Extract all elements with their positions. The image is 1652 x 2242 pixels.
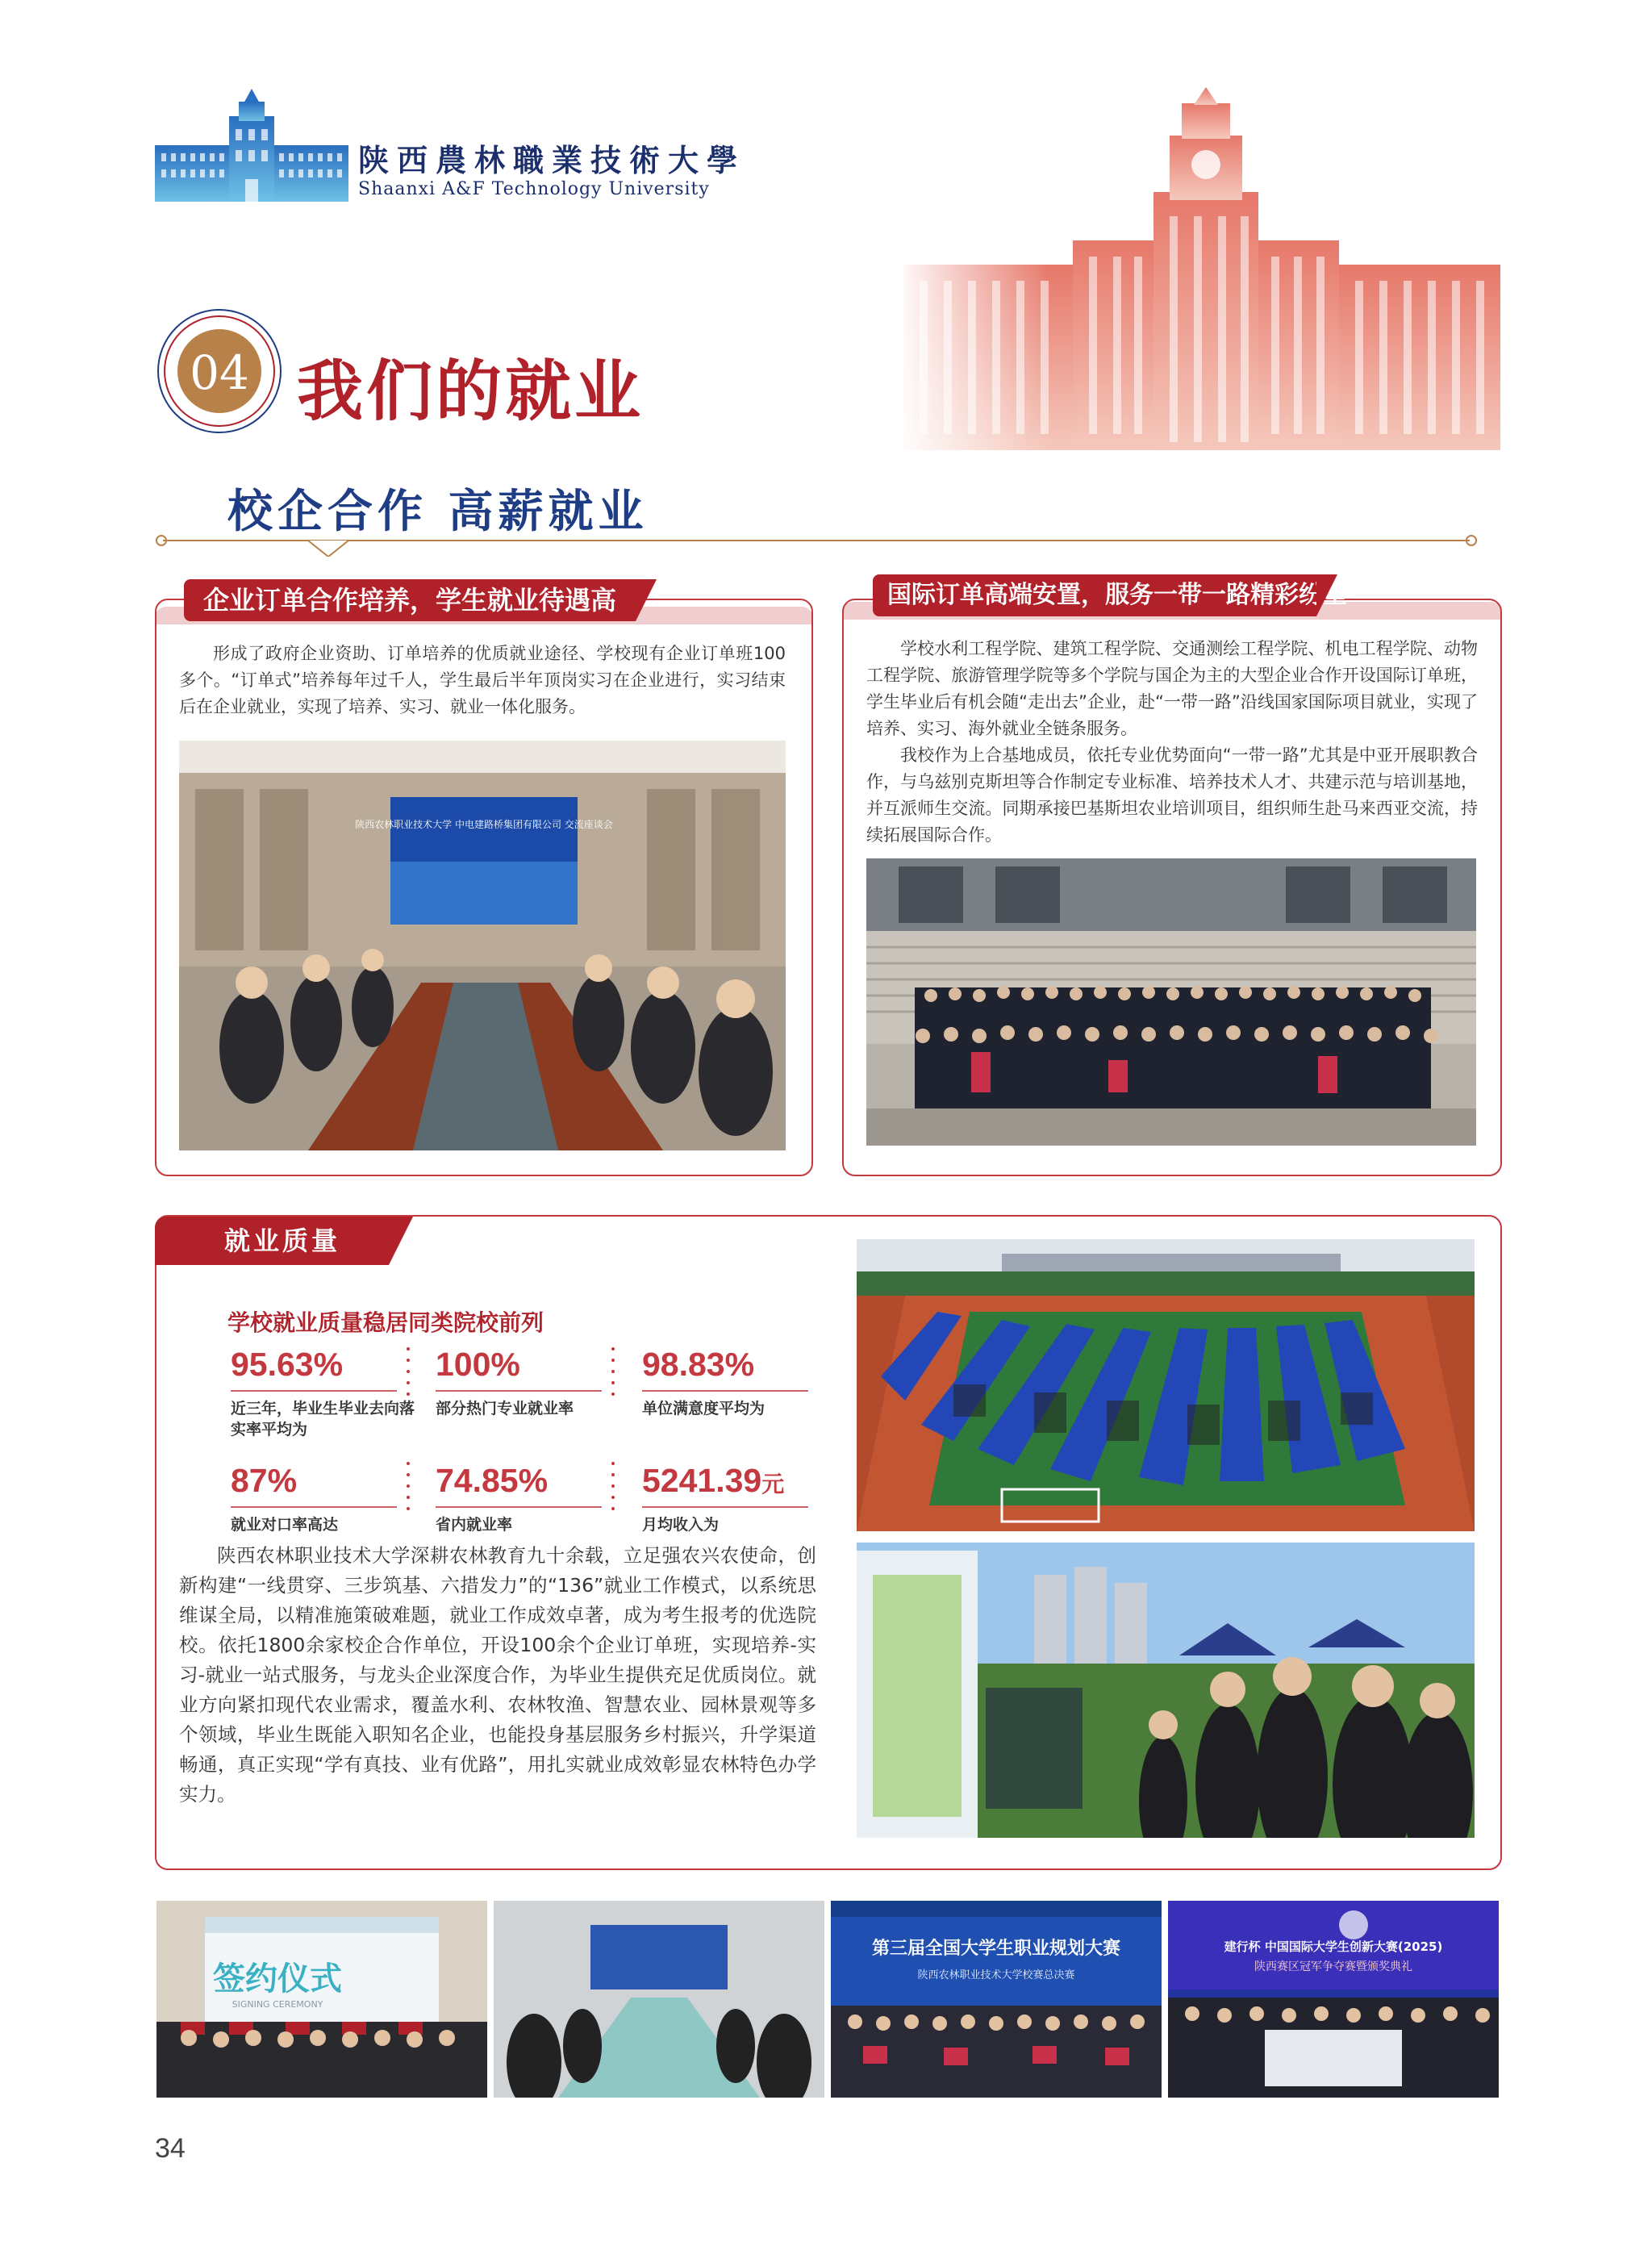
stat-underline xyxy=(642,1390,808,1392)
subtitle-divider xyxy=(155,524,1478,557)
section-number-badge xyxy=(155,307,284,436)
stat-dot-divider xyxy=(407,1462,410,1518)
conference-room-photo xyxy=(179,741,786,1150)
signing-caption: 签约仪式 xyxy=(213,1960,342,1998)
stat-dot-divider xyxy=(611,1347,615,1404)
contest-caption-sub: 陕西农林职业技术大学校赛总决赛 xyxy=(917,1969,1075,1981)
stat-label: 近三年，毕业生毕业去向落实率平均为 xyxy=(231,1400,415,1438)
section-title: 我们的就业 xyxy=(297,353,645,430)
group-photo-steps xyxy=(866,858,1476,1146)
stat-underline xyxy=(642,1506,808,1508)
section-number: 04 xyxy=(190,345,249,400)
order-training-title: 企业订单合作培养，学生就业待遇高 xyxy=(184,579,636,621)
innovation-caption-sub: 陕西赛区冠军争夺赛暨颁奖典礼 xyxy=(1254,1960,1412,1973)
stat-label: 月均收入为 xyxy=(642,1516,720,1534)
stat-monthly-income xyxy=(642,1462,828,1535)
employment-quality-title: 就业质量 xyxy=(155,1217,389,1265)
students-at-job-fair-photo xyxy=(857,1543,1475,1838)
stat-value: 87% xyxy=(231,1462,298,1499)
stat-label: 省内就业率 xyxy=(436,1516,513,1534)
stat-in-province-rate xyxy=(436,1462,621,1535)
stat-employer-satisfaction xyxy=(642,1346,828,1419)
university-name-en: Shaanxi A&F Technology University xyxy=(358,179,710,199)
contest-caption: 第三届全国大学生职业规划大赛 xyxy=(871,1939,1121,1959)
employment-quality-text: 陕西农林职业技术大学深耕农林教育九十余载，立足强农兴农使命，创新构建“一线贯穿、三步筑基、六措发力”的“136”就业工作模式，以系统思维谋全局，以精准施策破难题，就业工作成效卓著，成为考生报考的优选院校。依托1800余家校企合作单位，开设100余个企业订单班，实现培养-实习-就业一站式服务，与龙头企业深度合作，为毕业生提供充足优质岗位。就业方向紧扣现代农业需求，覆盖水利、农林牧渔、智慧农业、园林景观等多个领域，毕业生既能入职知名企业，也能投身基层服务乡村振兴，升学渠道畅通，真正实现“学有真技、业有优路”，用扎实就业成效彰显农林特色办学实力。 xyxy=(179,1544,816,1806)
university-name-cn: 陕西農林職業技術大學 xyxy=(358,142,746,178)
stat-label: 单位满意度平均为 xyxy=(642,1400,766,1417)
stat-label: 就业对口率高达 xyxy=(231,1516,339,1534)
stat-value: 95.63% xyxy=(231,1346,344,1383)
stat-dot-divider xyxy=(611,1462,615,1518)
stat-value: 98.83% xyxy=(642,1346,755,1383)
international-order-text-2: 我校作为上合基地成员，依托专业优势面向“一带一路”尤其是中亚开展职教合作，与乌兹别克斯坦等合作制定专业标准、培养技术人才、共建示范与培训基地，并互派师生交流。同期承接巴基斯坦农业培训项目，组织师生赴马来西亚交流，持续拓展国际合作。 xyxy=(866,745,1478,845)
job-fair-aerial-photo xyxy=(857,1239,1475,1531)
screen-text: 陕西农林职业技术大学 中电建路桥集团有限公司 交流座谈会 xyxy=(355,819,613,830)
innovation-contest-award-photo xyxy=(1168,1901,1499,2098)
stat-value: 74.85% xyxy=(436,1462,549,1499)
international-order-title: 国际订单高端安置，服务一带一路精彩纷呈 xyxy=(873,574,1316,616)
stat-graduation-rate xyxy=(231,1346,416,1440)
stat-dot-divider xyxy=(407,1347,410,1404)
stat-underline xyxy=(436,1390,602,1392)
stat-value: 5241.39元 xyxy=(642,1462,785,1499)
order-training-text: 形成了政府企业资助、订单培养的优质就业途径、学校现有企业订单班100多个。“订单式”培养每年过千人，学生最后半年顶岗实习在企业进行，实习结束后在企业就业，实现了培养、实习、就业一体化服务。 xyxy=(179,644,786,716)
university-logo xyxy=(155,89,746,202)
career-planning-contest-photo xyxy=(831,1901,1162,2098)
stat-underline xyxy=(231,1506,397,1508)
meeting-room-photo xyxy=(494,1901,824,2098)
international-order-text-1: 学校水利工程学院、建筑工程学院、交通测绘工程学院、机电工程学院、动物工程学院、旅游管理学院等多个学院与国企为主的大型企业合作开设国际订单班，学生毕业后有机会随“走出去”企业，赴“一带一路”沿线国家国际项目就业，实现了培养、实习、海外就业全链条服务。 xyxy=(866,639,1478,738)
stats-heading: 学校就业质量稳居同类院校前列 xyxy=(227,1309,544,1336)
page-number: 34 xyxy=(155,2133,186,2164)
stat-underline xyxy=(436,1506,602,1508)
innovation-caption: 建行杯 中国国际大学生创新大赛(2025) xyxy=(1224,1939,1443,1954)
stat-match-rate xyxy=(231,1462,416,1535)
signing-ceremony-photo xyxy=(156,1901,487,2098)
section-subtitle: 校企合作 高薪就业 xyxy=(227,486,649,538)
signing-caption-en: SIGNING CEREMONY xyxy=(232,1999,323,2010)
stat-label: 部分热门专业就业率 xyxy=(436,1400,574,1417)
university-building-icon xyxy=(155,89,348,202)
stat-value: 100% xyxy=(436,1346,520,1383)
stat-hot-major-rate xyxy=(436,1346,621,1419)
stat-underline xyxy=(231,1390,397,1392)
hero-building-illustration xyxy=(895,87,1508,450)
